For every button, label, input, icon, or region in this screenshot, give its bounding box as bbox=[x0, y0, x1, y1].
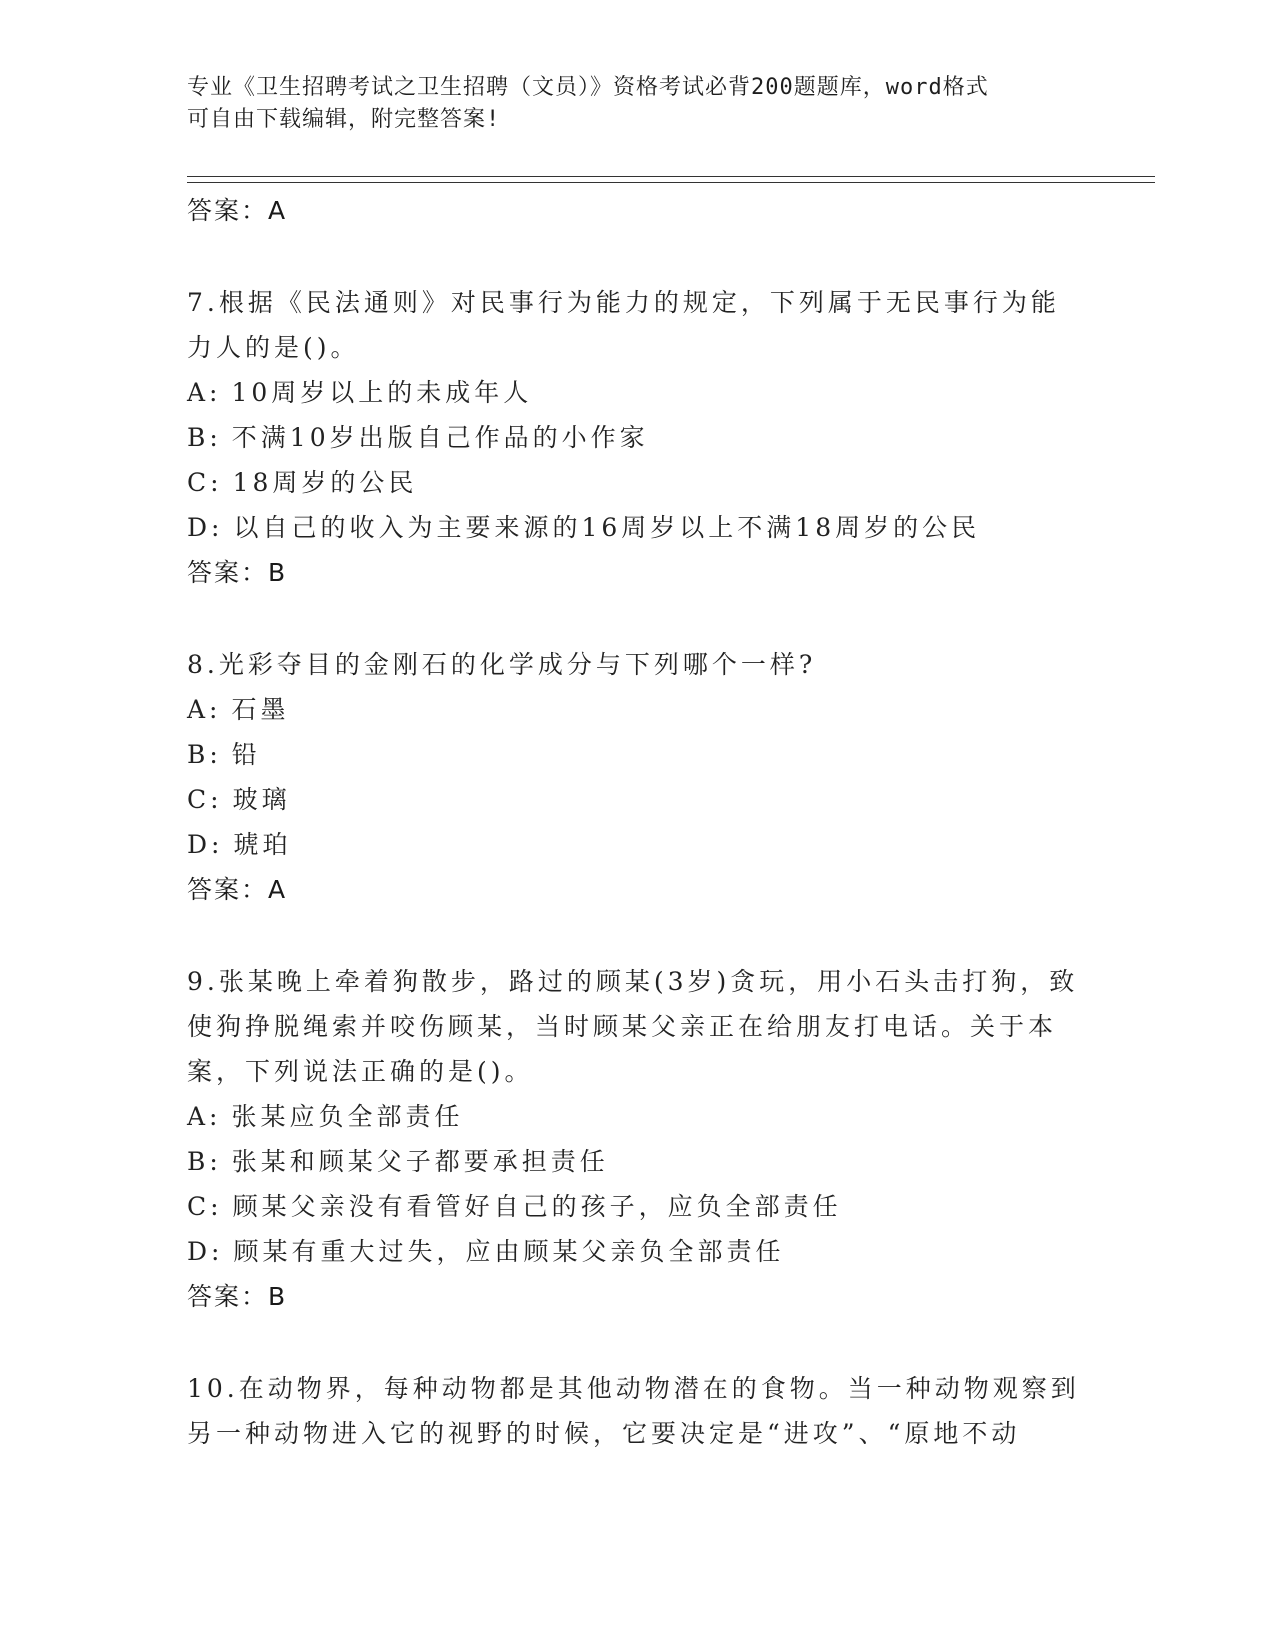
question-text bbox=[187, 280, 1107, 370]
question-7 bbox=[187, 280, 1107, 596]
question-text-line: 力人的是()。 bbox=[187, 333, 360, 362]
option-text: 以自己的收入为主要来源的16周岁以上不满18周岁的公民 bbox=[233, 513, 981, 542]
option-text: 不满10岁出版自己作品的小作家 bbox=[231, 423, 649, 452]
option-text: 玻璃 bbox=[232, 785, 291, 814]
question-text-line: 8.光彩夺目的金刚石的化学成分与下列哪个一样? bbox=[187, 650, 817, 679]
question-text-line: 10.在动物界，每种动物都是其他动物潜在的食物。当一种动物观察到 bbox=[187, 1374, 1080, 1403]
question-text bbox=[187, 959, 1107, 1094]
option-text: 铅 bbox=[231, 740, 261, 769]
question-9 bbox=[187, 959, 1107, 1320]
option-c bbox=[187, 460, 1107, 505]
option-a bbox=[187, 1094, 1107, 1139]
question-text bbox=[187, 642, 1107, 687]
option-text: 顾某父亲没有看管好自己的孩子，应负全部责任 bbox=[232, 1192, 842, 1221]
option-key: C: bbox=[187, 785, 223, 814]
option-b bbox=[187, 415, 1107, 460]
question-10 bbox=[187, 1366, 1107, 1456]
option-d bbox=[187, 822, 1107, 867]
option-text: 10周岁以上的未成年人 bbox=[231, 378, 533, 407]
page-header bbox=[187, 72, 1067, 136]
option-b bbox=[187, 732, 1107, 777]
option-c bbox=[187, 777, 1107, 822]
option-key: D: bbox=[187, 1237, 224, 1266]
option-c bbox=[187, 1184, 1107, 1229]
option-key: B: bbox=[187, 740, 222, 769]
option-a bbox=[187, 370, 1107, 415]
option-text: 张某应负全部责任 bbox=[231, 1102, 464, 1131]
option-text: 顾某有重大过失，应由顾某父亲负全部责任 bbox=[233, 1237, 785, 1266]
option-key: A: bbox=[187, 378, 222, 407]
header-divider-top bbox=[187, 176, 1155, 177]
question-text-line: 案，下列说法正确的是()。 bbox=[187, 1057, 534, 1086]
header-line-1: 专业《卫生招聘考试之卫生招聘（文员）》资格考试必背200题题库，word格式 bbox=[187, 75, 989, 100]
option-key: D: bbox=[187, 513, 224, 542]
option-key: D: bbox=[187, 830, 224, 859]
answer-line: 答案：A bbox=[187, 196, 288, 225]
question-text-line: 使狗挣脱绳索并咬伤顾某，当时顾某父亲正在给朋友打电话。关于本 bbox=[187, 1012, 1058, 1041]
option-key: B: bbox=[187, 423, 222, 452]
question-text-line: 另一种动物进入它的视野的时候，它要决定是“进攻”、“原地不动 bbox=[187, 1419, 1021, 1448]
option-d bbox=[187, 505, 1107, 550]
answer-line: 答案：B bbox=[187, 558, 288, 587]
header-line-2: 可自由下载编辑，附完整答案! bbox=[187, 107, 501, 132]
option-key: B: bbox=[187, 1147, 222, 1176]
question-8 bbox=[187, 642, 1107, 913]
option-b bbox=[187, 1139, 1107, 1184]
answer-line: 答案：A bbox=[187, 875, 288, 904]
header-divider-bottom bbox=[187, 182, 1155, 183]
option-text: 张某和顾某父子都要承担责任 bbox=[231, 1147, 609, 1176]
option-text: 石墨 bbox=[231, 695, 290, 724]
option-text: 18周岁的公民 bbox=[232, 468, 418, 497]
question-list bbox=[187, 188, 1107, 1456]
option-a bbox=[187, 687, 1107, 732]
option-d bbox=[187, 1229, 1107, 1274]
option-key: A: bbox=[187, 695, 222, 724]
answer-line: 答案：B bbox=[187, 1282, 288, 1311]
option-key: C: bbox=[187, 468, 223, 497]
option-key: A: bbox=[187, 1102, 222, 1131]
option-key: C: bbox=[187, 1192, 223, 1221]
question-text-line: 7.根据《民法通则》对民事行为能力的规定，下列属于无民事行为能 bbox=[187, 288, 1060, 317]
option-text: 琥珀 bbox=[233, 830, 292, 859]
question-text-line: 9.张某晚上牵着狗散步，路过的顾某(3岁)贪玩，用小石头击打狗，致 bbox=[187, 967, 1079, 996]
question-text bbox=[187, 1366, 1107, 1456]
